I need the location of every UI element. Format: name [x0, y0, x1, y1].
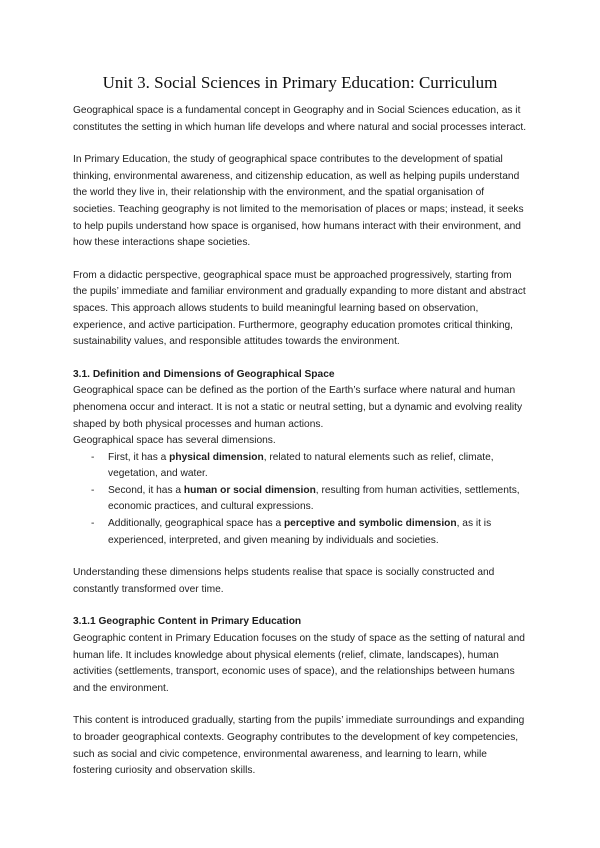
section-3-1-1-paragraph-2: This content is introduced gradually, starting from the pupils’ immediate surroundings and expanding to broader geographical contexts. Geography contributes to the development of key competencies, such as social and civic competence, environmental awareness, and learning to learn, while fostering curiosity and observation skills. [73, 715, 525, 777]
section-3-1-closing: Understanding these dimensions helps students realise that space is socially constructed and constantly transformed over time. [73, 567, 495, 595]
section-3-1-1-paragraph-1: Geographic content in Primary Education focuses on the study of space as the setting of natural and human life. It includes knowledge about physical elements (relief, climate, landscapes), human activities (settlements, transport, economic uses of space), and the relationships between humans and the environment. [73, 633, 525, 694]
section-heading-3-1-1: 3.1.1 Geographic Content in Primary Education [73, 616, 302, 628]
list-item: - First, it has a physical dimension, related to natural elements such as relief, climate, vegetation, and water. [73, 450, 527, 483]
section-heading-3-1: 3.1. Definition and Dimensions of Geographical Space [73, 368, 335, 380]
page-title: Unit 3. Social Sciences in Primary Education: Curriculum [102, 73, 498, 92]
intro-paragraph-2: In Primary Education, the study of geographical space contributes to the development of spatial thinking, environmental awareness, and citizenship education, as well as helping pupils understand the world they live in, their relationship with the environment, and the spatial organisation of societies. Teaching geography is not limited to the memorisation of places or maps; instead, it seeks to help pupils understand how space is organised, how humans interact with their environment, and how these interactions shape societies. [73, 154, 524, 249]
list-item: - Additionally, geographical space has a perceptive and symbolic dimension, as it is experienced, interpreted, and given meaning by individuals and societies. [73, 516, 527, 549]
intro-paragraph-1: Geographical space is a fundamental concept in Geography and in Social Sciences education, as it constitutes the setting in which human life develops and where natural and social processes interact. [73, 105, 527, 133]
section-3-1-paragraph-1: Geographical space can be defined as the portion of the Earth’s surface where natural and human phenomena occur and interact. It is not a static or neutral setting, but a dynamic and evolving reality shaped by both physical processes and human actions. [73, 385, 523, 430]
section-3-1-paragraph-2: Geographical space has several dimensions. [73, 435, 276, 447]
dimensions-list [73, 450, 527, 550]
intro-paragraph-3: From a didactic perspective, geographical space must be approached progressively, starting from the pupils’ immediate and familiar environment and gradually expanding to more distant and abstract spaces. This approach allows students to build meaningful learning based on observation, experience, and active participation. Furthermore, geography education promotes critical thinking, sustainability values, and responsible attitudes towards the environment. [73, 269, 526, 348]
list-item: - Second, it has a human or social dimension, resulting from human activities, settlements, economic practices, and cultural expressions. [73, 483, 527, 516]
